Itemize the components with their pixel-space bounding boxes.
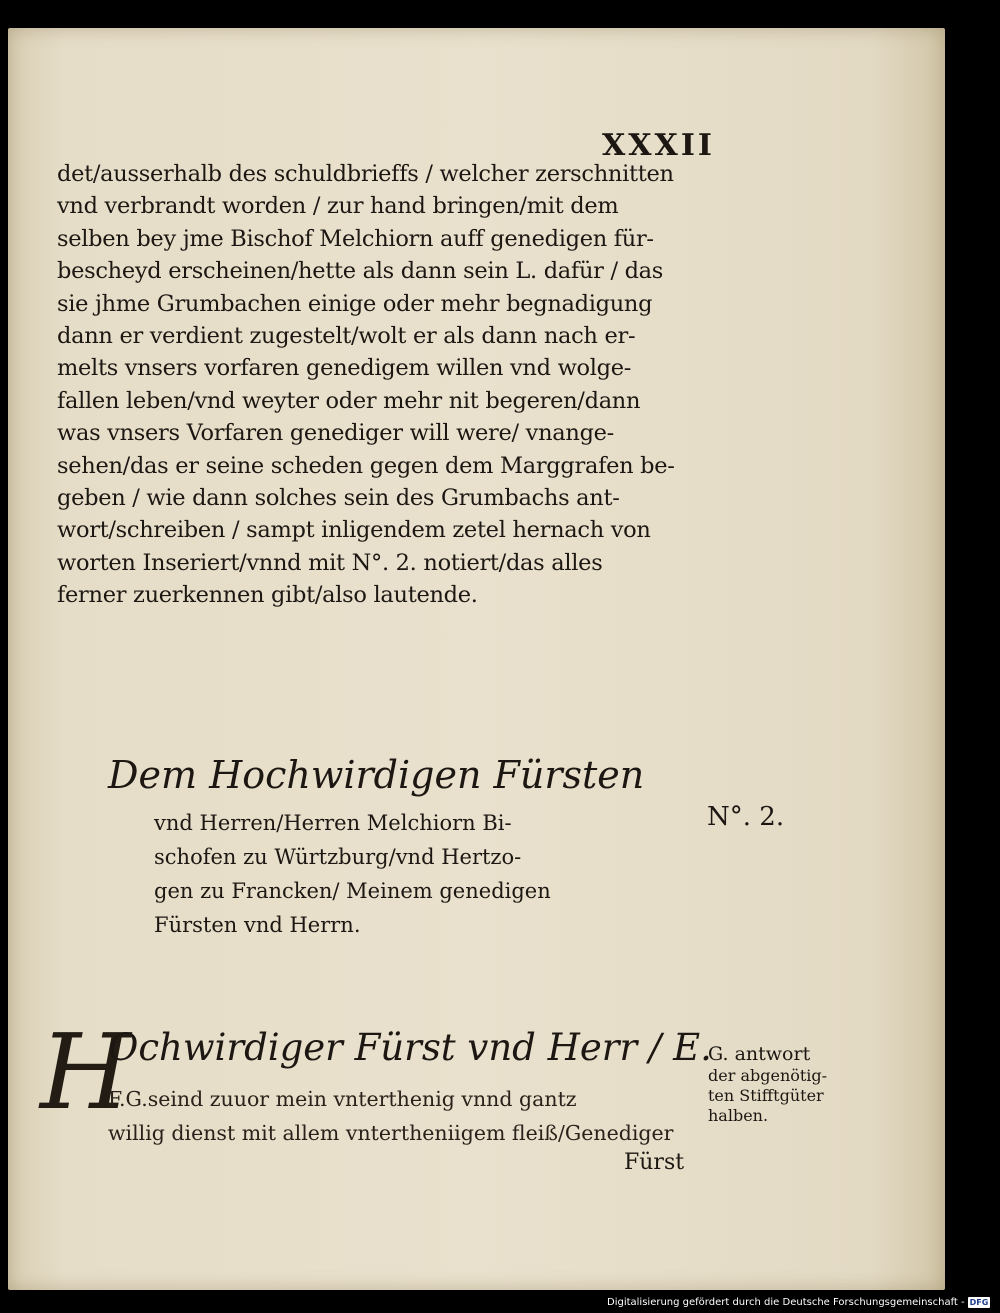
address-lines xyxy=(154,806,644,942)
drop-cap: H xyxy=(40,1011,131,1133)
body-line: worten Inseriert/vnnd mit N°. 2. notiert/das alles xyxy=(57,549,603,576)
letter-heading: Ochwirdiger Fürst vnd Herr / E. xyxy=(108,1026,712,1069)
body-line: geben / wie dann solches sein des Grumbachs ant- xyxy=(57,484,620,511)
address-line: gen zu Francken/ Meinem genedigen xyxy=(154,879,551,903)
margin-note-line: G. antwort xyxy=(708,1043,811,1065)
letter-body xyxy=(108,1082,673,1150)
body-line: ferner zuerkennen gibt/also lautende. xyxy=(57,582,478,609)
footer-credit-text: Digitalisierung gefördert durch die Deutsche Forschungsgemeinschaft - xyxy=(607,1296,965,1308)
margin-note-line: ten Stifftgüter xyxy=(708,1086,824,1105)
body-paragraph xyxy=(57,158,747,611)
body-line: wort/schreiben / sampt inligendem zetel hernach von xyxy=(57,517,651,544)
margin-note xyxy=(708,1042,827,1126)
address-line: schofen zu Würtzburg/vnd Hertzo- xyxy=(154,845,522,869)
body-line: vnd verbrandt worden / zur hand bringen/mit dem xyxy=(57,193,619,220)
catchword: Fürst xyxy=(624,1150,685,1175)
letter-line: F.G.seind zuuor mein vnterthenig vnnd gantz xyxy=(108,1087,577,1111)
body-line: det/ausserhalb des schuldbrieffs / welcher zerschnitten xyxy=(57,161,674,187)
body-line: sehen/das er seine scheden gegen dem Marggrafen be- xyxy=(57,452,675,479)
body-line: dann er verdient zugestelt/wolt er als dann nach er- xyxy=(57,322,636,349)
body-line: melts vnsers vorfaren genedigem willen vnd wolge- xyxy=(57,355,632,382)
letter-line: willig dienst mit allem vntertheniigem fleiß/Genediger xyxy=(108,1121,674,1145)
address-line: vnd Herren/Herren Melchiorn Bi- xyxy=(154,811,512,835)
body-line: bescheyd erscheinen/hette als dann sein L. dafür / das xyxy=(57,258,664,285)
folio-number: XXXII xyxy=(602,128,715,163)
address-line: Fürsten vnd Herrn. xyxy=(154,913,361,937)
footer-credit xyxy=(607,1295,990,1309)
dfg-logo-icon: DFG xyxy=(969,1297,989,1307)
body-line: was vnsers Vorfaren genediger will were/ vnange- xyxy=(57,420,614,447)
margin-note-line: der abgenötig- xyxy=(708,1066,828,1085)
letter-address xyxy=(108,748,644,942)
body-line: fallen leben/vnd weyter oder mehr nit begeren/dann xyxy=(57,387,641,414)
number-mark: N°. 2. xyxy=(707,802,785,832)
margin-note-line: halben. xyxy=(708,1106,769,1125)
address-title: Dem Hochwirdigen Fürsten xyxy=(108,753,645,797)
body-line: selben bey jme Bischof Melchiorn auff genedigen für- xyxy=(57,225,654,252)
body-line: sie jhme Grumbachen einige oder mehr begnadigung xyxy=(57,290,653,317)
